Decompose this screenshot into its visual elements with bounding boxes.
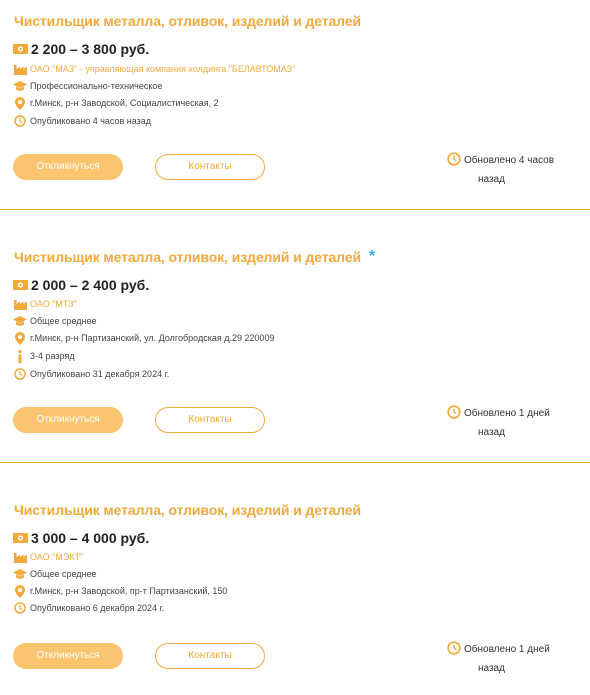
vacancy-divider — [0, 462, 590, 463]
clock-icon — [13, 367, 27, 381]
location-pin-icon — [13, 331, 27, 345]
address: г.Минск, р-н Партизанский, ул. Долгобродская д.29 220009 — [30, 333, 275, 343]
factory-icon — [13, 62, 27, 76]
updated-line-1: Обновлено 1 дней — [464, 644, 550, 655]
education: Общее среднее — [30, 569, 97, 579]
vacancy-title[interactable]: Чистильщик металла, отливок, изделий и деталей — [14, 249, 361, 265]
salary: 3 000 – 4 000 руб. — [31, 530, 150, 546]
graduation-cap-icon — [13, 567, 27, 581]
clock-icon — [13, 601, 27, 615]
vacancy-divider — [0, 209, 590, 210]
location-pin-icon — [13, 96, 27, 110]
salary-row — [13, 530, 149, 546]
factory-icon — [13, 550, 27, 564]
money-icon — [13, 43, 28, 55]
grade: 3-4 разряд — [30, 351, 75, 361]
published-date: Опубликовано 6 декабря 2024 г. — [30, 603, 165, 613]
contacts-button[interactable]: Контакты — [155, 154, 265, 180]
info-icon — [13, 349, 27, 363]
clock-icon — [447, 405, 461, 419]
updated-line-2: назад — [478, 174, 505, 185]
company-link[interactable]: ОАО "МЭКТ" — [30, 552, 84, 562]
education-row — [13, 567, 97, 581]
education-row — [13, 79, 162, 93]
education: Общее среднее — [30, 316, 97, 326]
company-row — [13, 297, 77, 311]
education: Профессионально-техническое — [30, 81, 163, 91]
vacancy-title[interactable]: Чистильщик металла, отливок, изделий и деталей — [14, 13, 361, 29]
salary: 2 200 – 3 800 руб. — [31, 41, 150, 57]
address: г.Минск, р-н Заводской, Социалистическая, 2 — [30, 98, 219, 108]
updated-line-1: Обновлено 4 часов — [464, 155, 555, 166]
contacts-button[interactable]: Контакты — [155, 643, 265, 669]
published-row — [13, 601, 164, 615]
updated-info — [447, 404, 577, 442]
vacancy-title[interactable]: Чистильщик металла, отливок, изделий и деталей — [14, 502, 361, 518]
grade-row — [13, 349, 75, 363]
company-row — [13, 62, 295, 76]
vacancy-title-row — [14, 249, 375, 265]
contacts-button[interactable]: Контакты — [155, 407, 265, 433]
published-row — [13, 114, 151, 128]
company-link[interactable]: ОАО "МТЗ" — [30, 299, 77, 309]
updated-text — [464, 404, 550, 442]
address-row — [13, 96, 219, 110]
respond-button[interactable]: Откликнуться — [13, 643, 123, 669]
factory-icon — [13, 297, 27, 311]
salary: 2 000 – 2 400 руб. — [31, 277, 150, 293]
vacancy-title-row — [14, 13, 361, 29]
published-date: Опубликовано 4 часов назад — [30, 116, 152, 126]
graduation-cap-icon — [13, 314, 27, 328]
updated-info — [447, 151, 577, 189]
money-icon — [13, 532, 28, 544]
clock-icon — [447, 152, 461, 166]
respond-button[interactable]: Откликнуться — [13, 154, 123, 180]
clock-icon — [13, 114, 27, 128]
updated-info — [447, 640, 577, 678]
graduation-cap-icon — [13, 79, 27, 93]
updated-text — [464, 640, 550, 678]
published-date: Опубликовано 31 декабря 2024 г. — [30, 369, 170, 379]
updated-text — [464, 151, 554, 189]
address-row — [13, 331, 275, 345]
salary-row — [13, 277, 149, 293]
company-link[interactable]: ОАО "МАЗ" - управляющая компания холдинга "БЕЛАВТОМАЗ" — [30, 64, 296, 74]
updated-line-2: назад — [478, 663, 505, 674]
address: г.Минск, р-н Заводской, пр-т Партизанский, 150 — [30, 586, 228, 596]
company-row — [13, 550, 83, 564]
education-row — [13, 314, 97, 328]
address-row — [13, 584, 227, 598]
updated-line-2: назад — [478, 427, 505, 438]
updated-line-1: Обновлено 1 дней — [464, 408, 550, 419]
location-pin-icon — [13, 584, 27, 598]
vacancy-title-row — [14, 502, 361, 518]
money-icon — [13, 279, 28, 291]
clock-icon — [447, 641, 461, 655]
respond-button[interactable]: Откликнуться — [13, 407, 123, 433]
featured-star-icon: * — [368, 248, 376, 265]
salary-row — [13, 41, 149, 57]
published-row — [13, 367, 169, 381]
